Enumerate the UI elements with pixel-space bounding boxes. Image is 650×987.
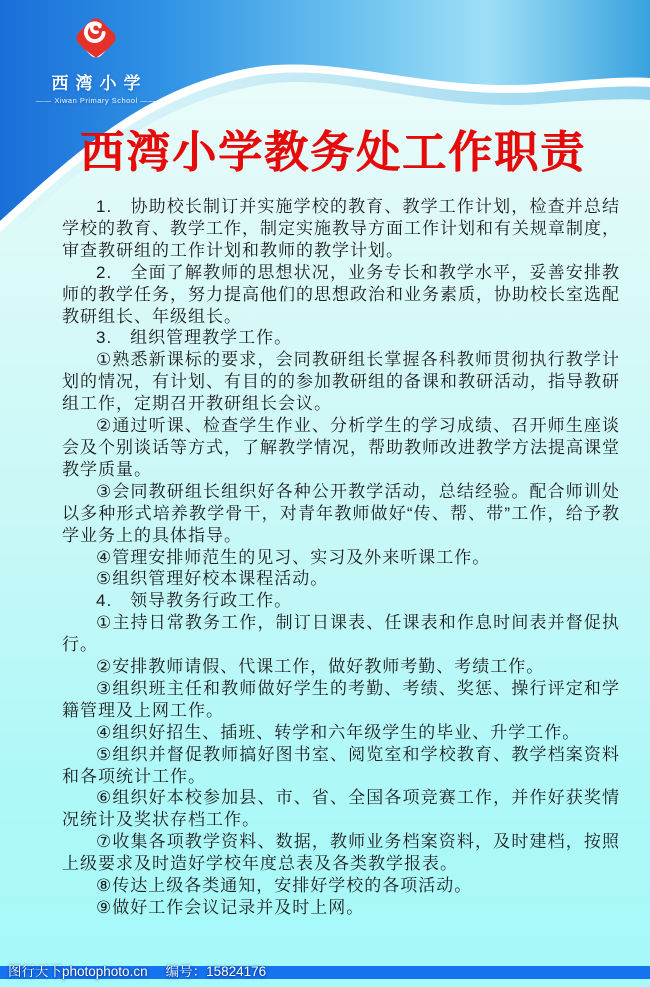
duty-paragraph: ⑨做好工作会议记录并及时上网。 [96, 898, 365, 917]
duty-paragraph: 3. 组织管理教学工作。 [96, 328, 293, 348]
school-name: 西湾小学 [51, 74, 148, 93]
duty-paragraph: ⑤组织管理好校本课程活动。 [96, 569, 329, 589]
duty-paragraph: ③会同教研组长组织好各种公开教学活动，总结经验。配合师训处以多种形式培养教学骨干，对青年教师做好“传、帮、带”工作，给予教学业务上的具体指导。 [62, 481, 620, 545]
duty-paragraph: ④管理安排师范生的见习、实习及外来听课工作。 [96, 547, 491, 567]
duty-paragraph: 2. 全面了解教师的思想状况，业务专长和教学水平，妥善安排教师的教学任务，努力提高他们的思想政治和业务素质，协助校长室选配教研组长、年级组长。 [62, 262, 620, 326]
duty-paragraph: ①熟悉新课标的要求，会同教研组长掌握各科教师贯彻执行教学计划的情况，有计划、有目的的参加教研组的备课和教研活动，指导教研组工作，定期召开教研组长会议。 [62, 350, 620, 414]
duty-paragraph: ②安排教师请假、代课工作，做好教师考勤、考绩工作。 [96, 657, 545, 677]
duty-paragraph: ②通过听课、检查学生作业、分析学生的学习成绩、召开师生座谈会及个别谈话等方式，了解教学情况，帮助教师改进教学方法提高课堂教学质量。 [62, 416, 620, 479]
watermark-site: 图行天下photophoto.cn [8, 964, 148, 979]
duty-paragraph: ⑦收集各项教学资料、数据，教师业务档案资料，及时建档，按照上级要求及时造好学校年度总表及各类教学报表。 [62, 832, 620, 874]
duties-list [62, 196, 620, 919]
watermark-text [8, 960, 266, 980]
school-name-en: —— Xiwan Primary School —— [35, 96, 157, 105]
duty-paragraph: ⑥组织好本校参加县、市、省、全国各项竞赛工作，并作好获奖情况统计及奖状存档工作。 [62, 788, 620, 830]
duty-paragraph: 4. 领导教务行政工作。 [96, 591, 293, 611]
duty-paragraph: ④组织好招生、插班、转学和六年级学生的毕业、升学工作。 [96, 722, 581, 742]
duty-paragraph: ①主持日常教务工作，制订日课表、任课表和作息时间表并督促执行。 [62, 613, 620, 655]
watermark-serial: 编号：15824176 [165, 964, 267, 979]
school-logo [34, 10, 158, 105]
duty-paragraph: ⑧传达上级各类通知，安排好学校的各项活动。 [96, 876, 473, 896]
duty-paragraph: ⑤组织并督促教师搞好图书室、阅览室和学校教育、教学档案资料和各项统计工作。 [62, 744, 620, 786]
duty-paragraph: ③组织班主任和教师做好学生的考勤、考绩、奖惩、操行评定和学籍管理及上网工作。 [62, 678, 620, 720]
poster-title: 西湾小学教务处工作职责 [80, 128, 586, 177]
duty-paragraph: 1. 协助校长制订并实施学校的教育、教学工作计划，检查并总结学校的教育、教学工作，制定实施教导方面工作计划和有关规章制度，审查教研组的工作计划和教师的教学计划。 [62, 197, 620, 260]
school-emblem-icon [69, 10, 123, 66]
